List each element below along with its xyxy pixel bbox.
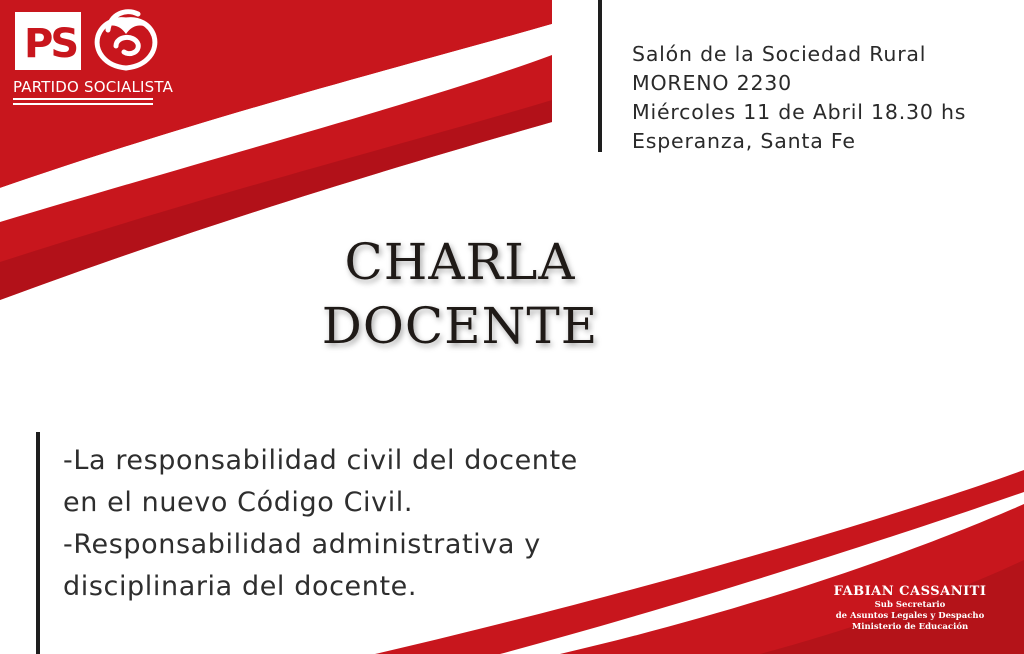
logo-underline	[13, 98, 153, 100]
venue-info	[632, 40, 966, 156]
party-logo	[10, 6, 175, 116]
speaker-role-line: Sub Secretario	[874, 600, 946, 610]
event-title-line: DOCENTE	[321, 297, 599, 355]
speaker-role-line: de Asuntos Legales y Despacho	[835, 611, 985, 621]
speaker-name: FABIAN CASSANITI	[833, 584, 987, 599]
venue-line: Miércoles 11 de Abril 18.30 hs	[632, 100, 967, 124]
event-title-line: CHARLA	[344, 233, 576, 291]
logo-underline	[13, 103, 153, 105]
venue-line: MORENO 2230	[632, 71, 792, 95]
venue-line: Salón de la Sociedad Rural	[632, 42, 927, 66]
speaker-role-line: Ministerio de Educación	[851, 622, 969, 632]
speaker-block	[800, 584, 1020, 633]
venue-line: Esperanza, Santa Fe	[632, 129, 856, 153]
topic-line: disciplinaria del docente.	[63, 571, 418, 602]
topic-line: -La responsabilidad civil del docente	[63, 445, 578, 476]
logo-letters: PS	[24, 21, 77, 67]
party-name: PARTIDO SOCIALISTA	[13, 78, 174, 96]
topics-list	[63, 440, 578, 608]
topic-line: en el nuevo Código Civil.	[63, 487, 414, 518]
venue-divider	[598, 0, 602, 152]
ps-badge	[15, 12, 81, 70]
rose-icon	[86, 6, 166, 76]
topic-line: -Responsabilidad administrativa y	[63, 529, 541, 560]
topics-divider	[36, 432, 40, 654]
